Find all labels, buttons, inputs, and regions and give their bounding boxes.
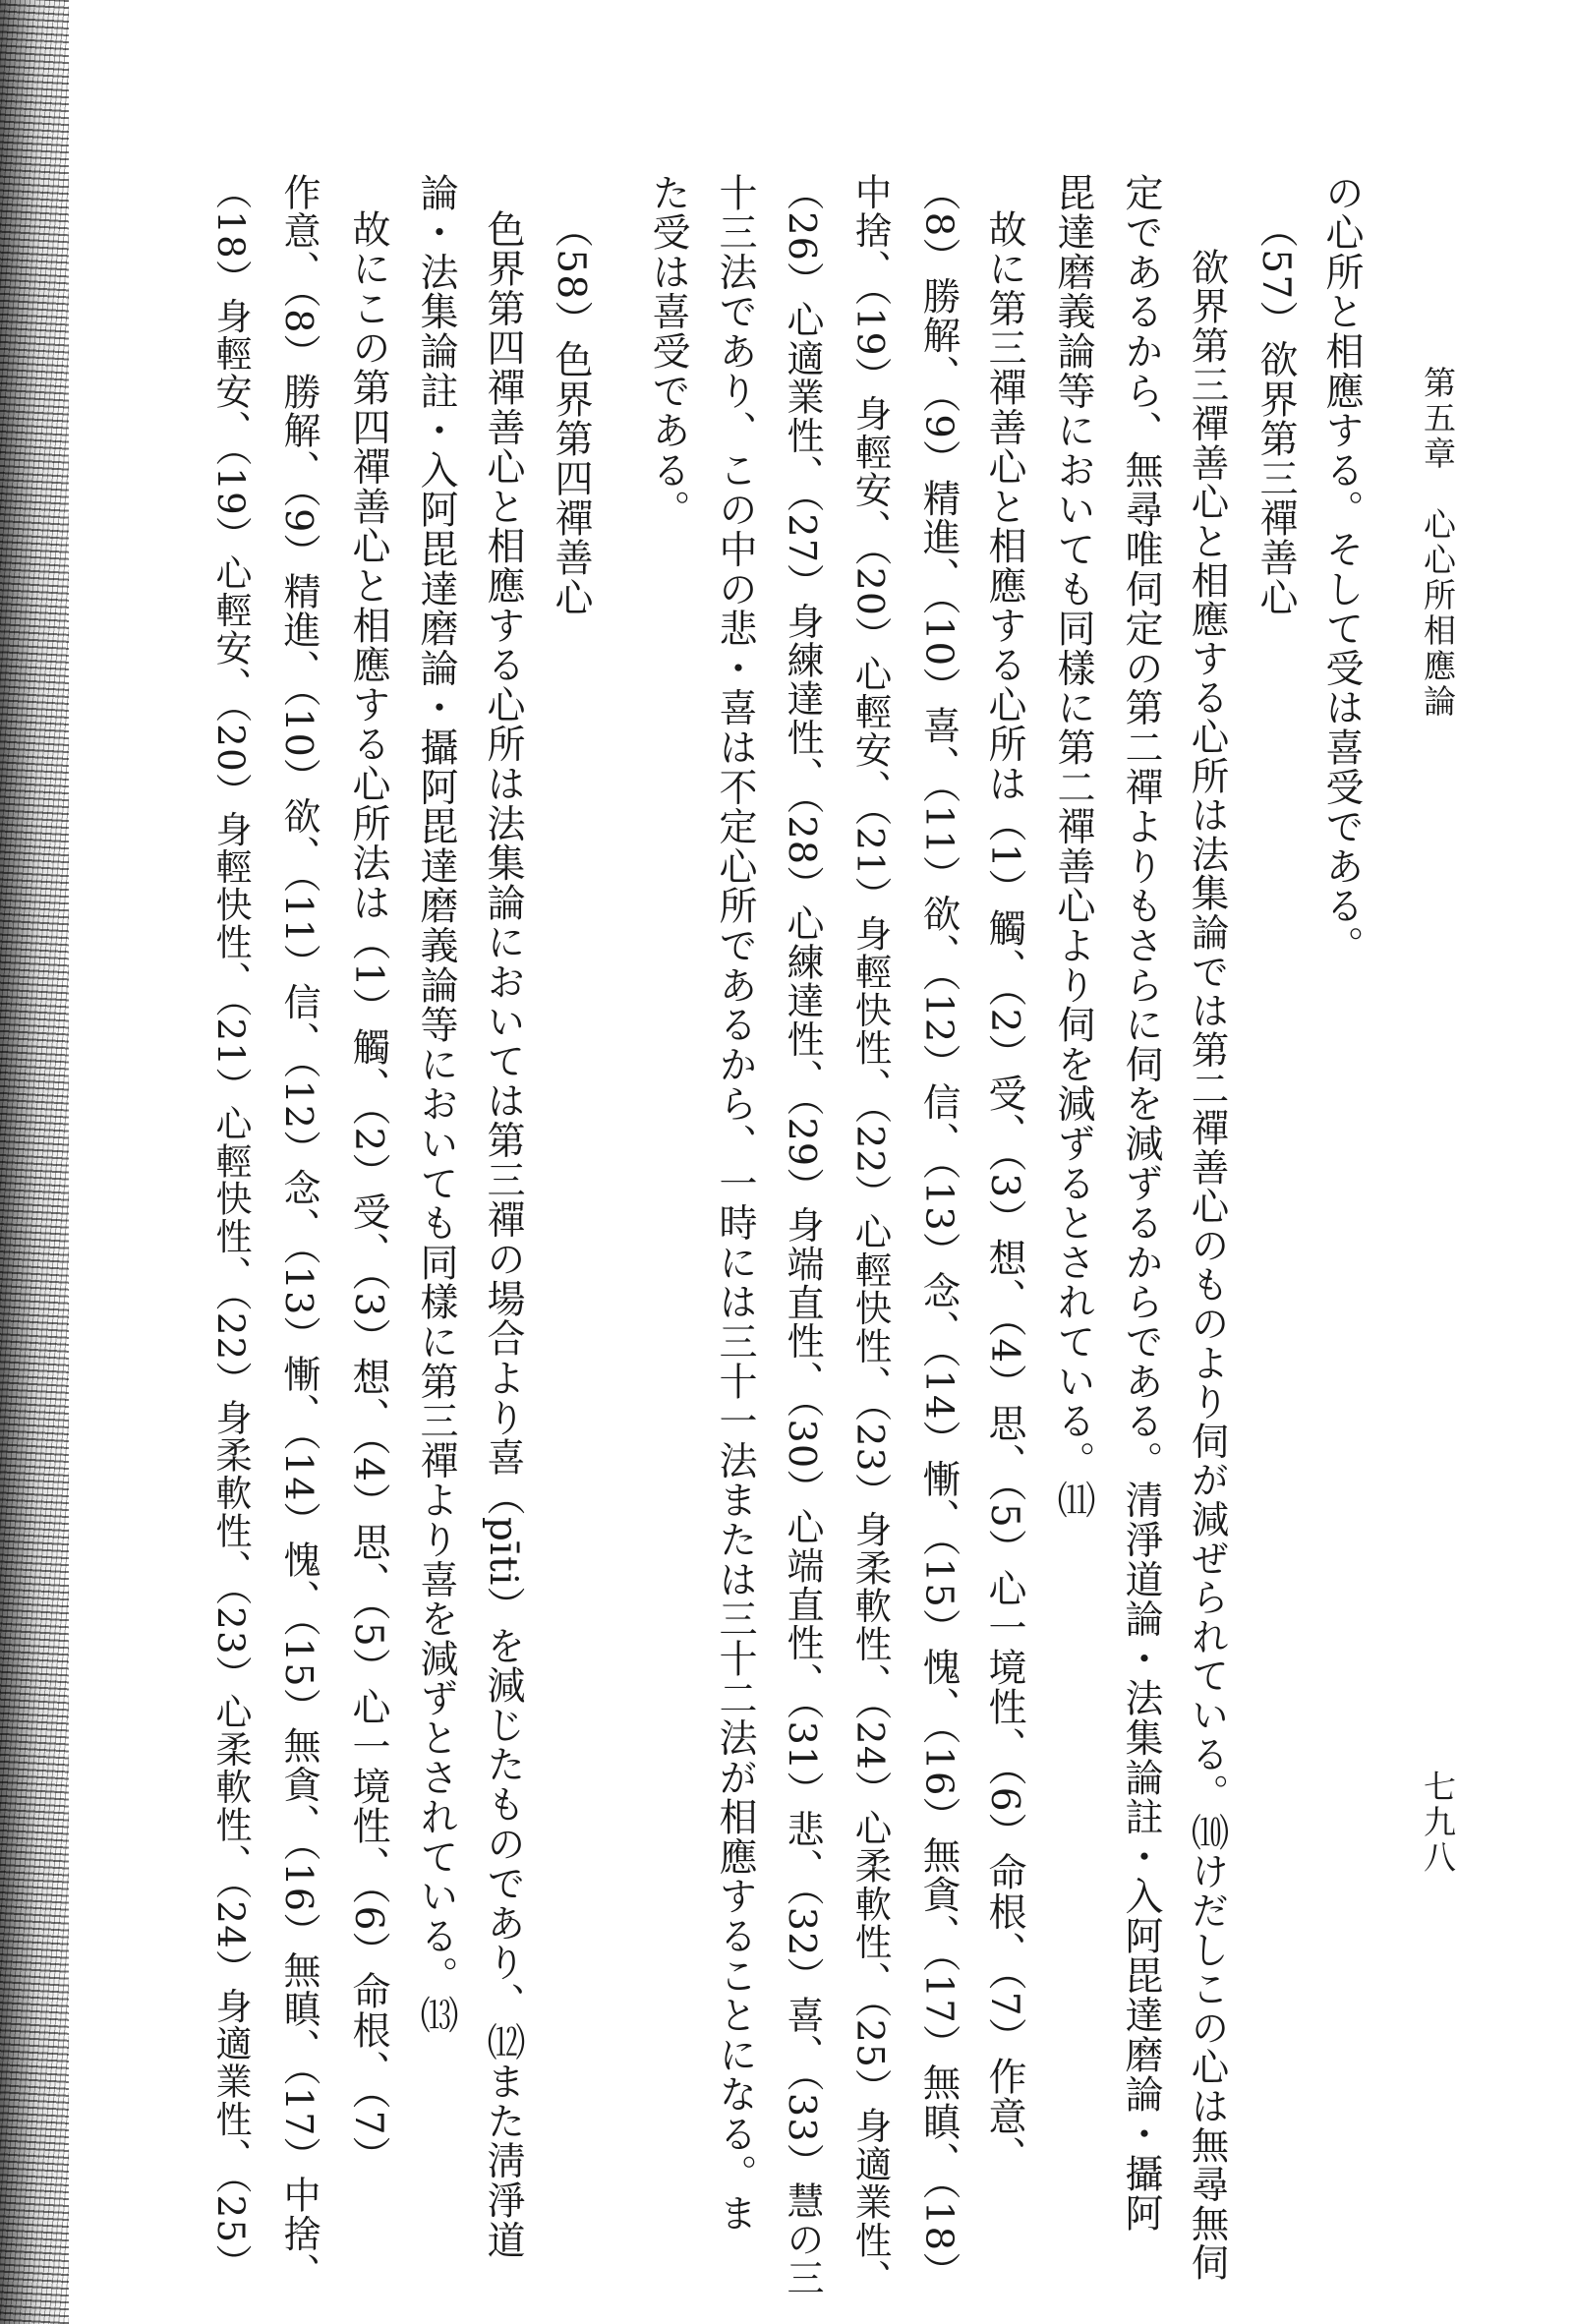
text-line: 毘達磨義論等においても同樣に第二禪善心より伺を減ずるとされている。⑾ (1051, 173, 1095, 1521)
page-number: 七九八 (1419, 1770, 1457, 1876)
text-line: の心所と相應する。そして受は喜受である。 (1319, 173, 1364, 965)
text-line: 作意、（8）勝解、（9）精進、（10）欲、（11）信、（12）念、（13）慚、（14）愧、（15）無貪、（16）無瞋、（17）中捨、 (277, 173, 321, 2292)
text-line: （26）心適業性、（27）身練達性、（28）心練達性、（29）身端直性、（30）心端直性、（31）悲、（32）喜、（33）慧の三 (781, 173, 824, 2298)
text-line: 故にこの第四禪善心と相應する心所法は（1）觸、（2）受、（3）想、（4）思、（5）心一境性、（6）命根、（7） (346, 209, 390, 2177)
text-line: （18）身輕安、（19）心輕安、（20）身輕快性、（21）心輕快性、（22）身柔軟性、（23）心柔軟性、（24）身適業性、（25） (209, 173, 252, 2282)
running-header-chapter-title: 第五章 心心所相應論 (1419, 366, 1457, 720)
text-line: 中捨、（19）身輕安、（20）心輕安、（21）身輕快性、（22）心輕快性、（23）身柔軟性、（24）心柔軟性、（25）身適業性、 (848, 173, 893, 2297)
text-line: （8）勝解、（9）精進、（10）喜、（11）欲、（12）信、（13）念、（14）慚、（15）愧、（16）無貪、（17）無瞋、（18） (916, 173, 962, 2292)
text-line: 論・法集論註・入阿毘達磨論・攝阿毘達磨義論等においても同樣に第三禪より喜を減ずとされている。⒀ (414, 173, 458, 2036)
text-line: 十三法であり、この中の悲・喜は不定心所であるから、一時には三十一法または三十二法が相應することになる。ま (713, 173, 757, 2234)
text-line: た受は喜受である。 (646, 173, 690, 530)
section-heading: （57）欲界第三禪善心 (1253, 209, 1298, 617)
text-line: 定であるから、無尋唯伺定の第二禪よりもさらに伺を減ずるからである。清淨道論・法集論註・入阿毘達磨論・攝阿 (1119, 173, 1163, 2234)
text-line: 故に第三禪善心と相應する心所は（1）觸、（2）受、（3）想、（4）思、（5）心一境性、（6）命根、（7）作意、 (982, 209, 1026, 2177)
text-line: 欲界第三禪善心と相應する心所は法集論では第二禪善心のものより伺が減ぜられている。⑽けだしこの心は無尋無伺 (1185, 248, 1230, 2283)
section-heading: （58）色界第四禪善心 (549, 209, 593, 617)
text-line: 色界第四禪善心と相應する心所は法集論においては第三禪の場合より喜（pīti）を減じたものであり、⑿また淸淨道 (481, 209, 525, 2260)
